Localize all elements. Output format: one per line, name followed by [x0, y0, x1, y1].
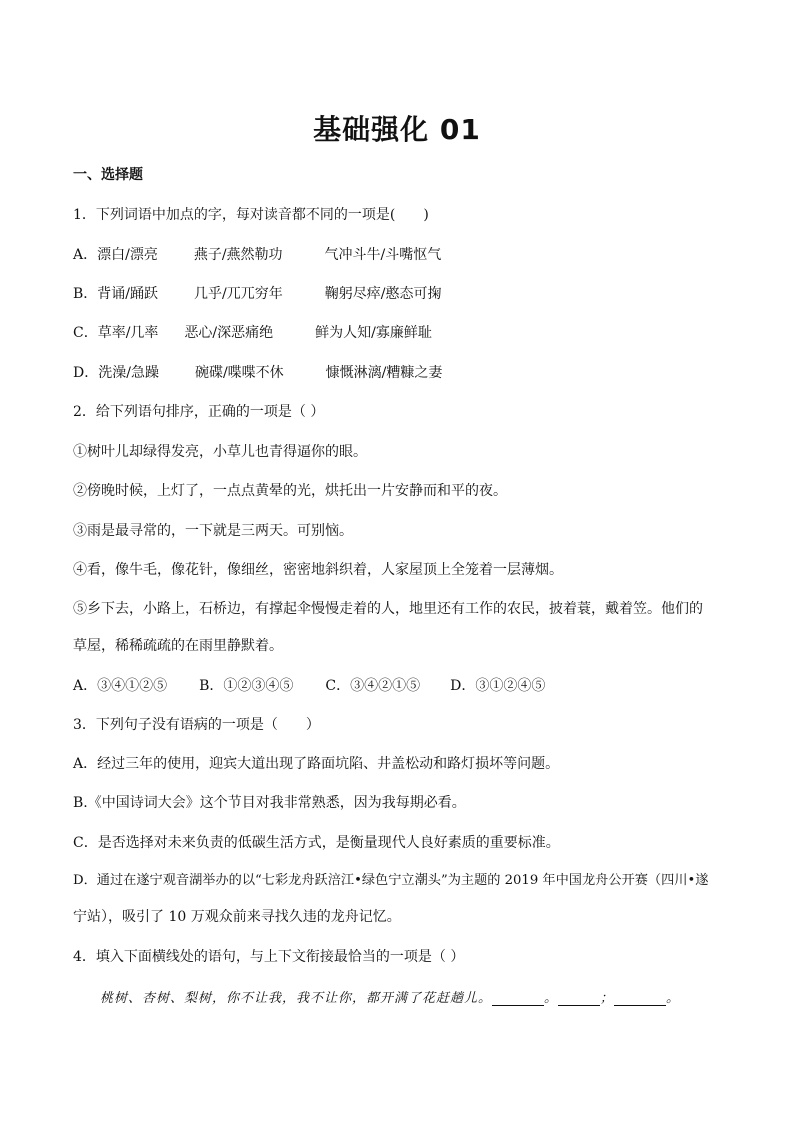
question-3-option-c: C．是否选择对未来负责的低碳生活方式，是衡量现代人良好素质的重要标准。	[73, 835, 560, 851]
question-4-stem: 4．填入下面横线处的语句，与上下文衔接最恰当的一项是（ ）	[73, 949, 465, 965]
question-3-option-b: B.《中国诗词大会》这个节目对我非常熟悉，因为我每期必看。	[73, 795, 466, 811]
question-1-option-a	[73, 245, 441, 265]
blank-3[interactable]	[614, 991, 666, 1006]
option-c-part-1: C．草率/几率	[73, 325, 159, 341]
question-4-passage	[100, 987, 680, 1006]
question-3-stem: 3．下列句子没有语病的一项是（ ）	[73, 717, 320, 733]
q2-option-d: D．③①②④⑤	[450, 678, 546, 694]
question-1-stem: 1．下列词语中加点的字，每对读音都不同的一项是( )	[73, 207, 429, 223]
question-3-option-d-cont: 宁站），吸引了 10 万观众前来寻找久违的龙舟记忆。	[73, 909, 401, 925]
blank-1[interactable]	[492, 991, 544, 1006]
document-title: 基础强化 01	[313, 113, 481, 146]
option-a-part-1: A．漂白/漂亮	[73, 247, 158, 263]
option-b-part-3: 鞠躬尽瘁/憨态可掬	[324, 286, 442, 302]
option-a-part-2: 燕子/燕然勒功	[193, 247, 283, 263]
section-header: 一、选择题	[73, 167, 143, 183]
option-d-part-1: D．洗澡/急躁	[73, 365, 159, 381]
q2-option-a: A．③④①②⑤	[73, 678, 168, 694]
option-b-part-1: B．背诵/踊跃	[73, 286, 159, 302]
option-d-part-3: 慷慨淋漓/糟糠之妻	[325, 365, 443, 381]
passage-sep-3: 。	[666, 991, 681, 1006]
question-1-option-b	[73, 284, 441, 304]
question-2-stem: 2．给下列语句排序，正确的一项是（ ）	[73, 404, 325, 420]
option-c-part-3: 鲜为人知/寡廉鲜耻	[315, 325, 432, 341]
question-2-sentence-1: ①树叶儿却绿得发亮，小草儿也青得逼你的眼。	[73, 444, 367, 460]
question-2-sentence-5: ⑤乡下去，小路上，石桥边，有撑起伞慢慢走着的人，地里还有工作的农民，披着蓑，戴着笠。他们的	[73, 601, 703, 617]
q2-option-b: B．①②③④⑤	[199, 678, 294, 694]
question-2-options	[73, 676, 545, 696]
passage-sep-1: 。	[544, 991, 559, 1006]
question-2-sentence-3: ③雨是最寻常的，一下就是三两天。可别恼。	[73, 523, 353, 539]
question-3-option-d: D．通过在遂宁观音湖举办的以“七彩龙舟跃涪江•绿色宁立潮头”为主题的 2019 年中国龙舟公开赛（四川•遂	[73, 873, 709, 888]
passage-sep-2: ；	[600, 991, 615, 1006]
q2-option-c: C．③④②①⑤	[325, 678, 421, 694]
passage-text: 桃树、杏树、梨树，你不让我，我不让你，都开满了花赶趟儿。	[100, 991, 493, 1006]
option-a-part-3: 气冲斗牛/斗嘴怄气	[324, 247, 442, 263]
question-2-sentence-2: ②傍晚时候，上灯了，一点点黄晕的光，烘托出一片安静而和平的夜。	[73, 483, 507, 499]
question-1-option-c	[73, 323, 432, 343]
option-b-part-2: 几乎/兀兀穷年	[194, 286, 283, 302]
question-1-option-d	[73, 363, 442, 383]
option-c-part-2: 恶心/深恶痛绝	[184, 325, 274, 341]
question-2-sentence-4: ④看，像牛毛，像花针，像细丝，密密地斜织着，人家屋顶上全笼着一层薄烟。	[73, 562, 563, 578]
question-3-option-a: A．经过三年的使用，迎宾大道出现了路面坑陷、井盖松动和路灯损坏等问题。	[73, 756, 560, 772]
option-d-part-2: 碗碟/喋喋不休	[194, 365, 284, 381]
blank-2[interactable]	[558, 991, 600, 1006]
question-2-sentence-5-cont: 草屋，稀稀疏疏的在雨里静默着。	[73, 638, 283, 654]
